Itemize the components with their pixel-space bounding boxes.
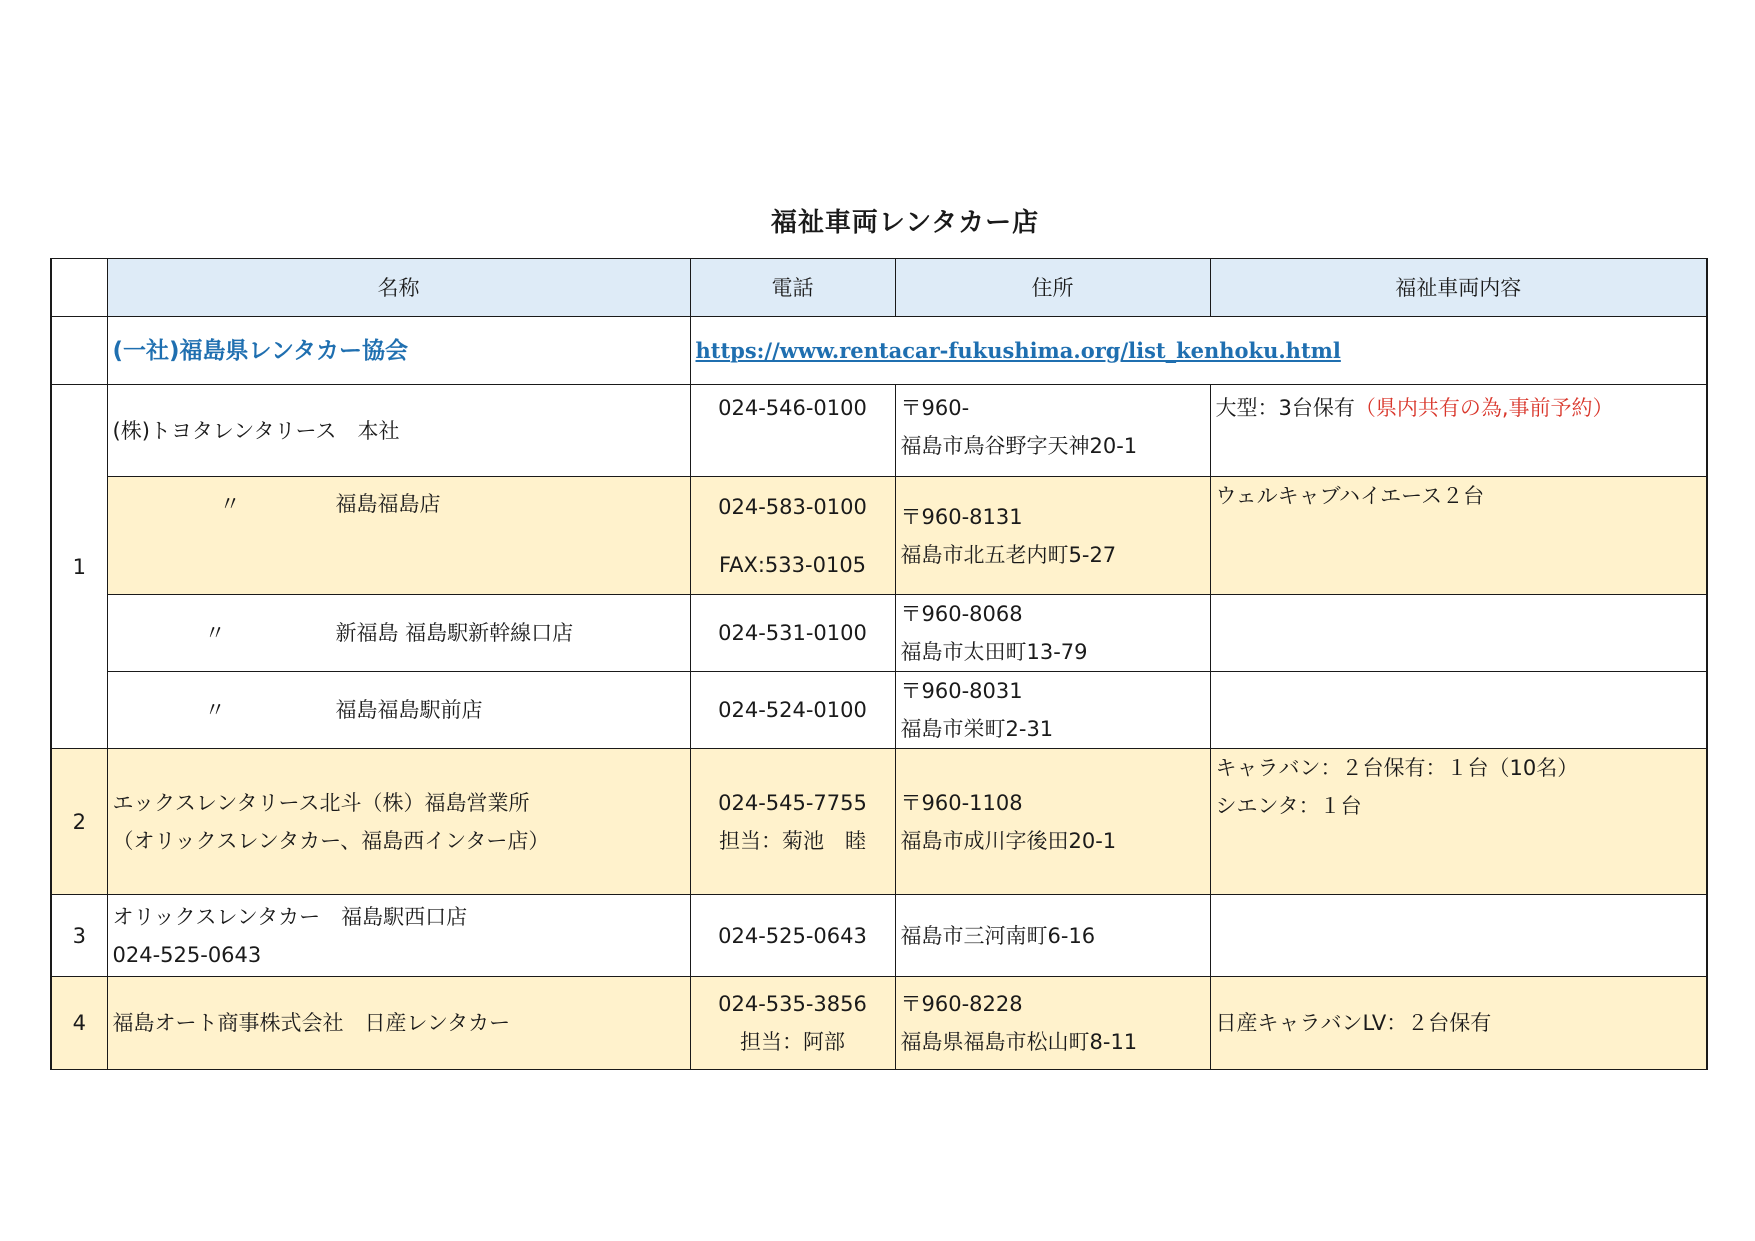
shop-name: 福島オート商事株式会社 日産レンタカー [107, 977, 690, 1070]
row-number: 2 [51, 749, 107, 895]
shop-address: 福島市三河南町6-16 [895, 895, 1210, 977]
vehicle-content: キャラバン：２台保有：１台（10名） シエンタ：１台 [1210, 749, 1707, 895]
shop-name: エックスレンタリース北斗（株）福島営業所 （オリックスレンタカー、福島西インター店） [107, 749, 690, 895]
table-row [51, 385, 1707, 477]
page-title: 福祉車両レンタカー店 [770, 208, 1040, 238]
vehicle-content [1210, 595, 1707, 672]
shop-address: 〒960-8228 福島県福島市松山町8-11 [895, 977, 1210, 1070]
rental-table [50, 258, 1708, 1070]
table-row [51, 595, 1707, 672]
row-number: 4 [51, 977, 107, 1070]
association-link[interactable]: https://www.rentacar-fukushima.org/list_kenhoku.html [695, 337, 1341, 363]
table-row [51, 895, 1707, 977]
shop-phone: 024-535-3856 担当：阿部 [690, 977, 895, 1070]
header-phone: 電話 [690, 259, 895, 317]
vehicle-content: ウェルキャブハイエース２台 [1210, 477, 1707, 595]
shop-name: 〃 福島福島店 [107, 477, 690, 595]
shop-address: 〒960- 福島市鳥谷野字天神20-1 [895, 385, 1210, 477]
vehicle-content: 大型：3台保有（県内共有の為,事前予約） [1210, 385, 1707, 477]
header-row [51, 259, 1707, 317]
row-number: 3 [51, 895, 107, 977]
shop-name: 〃 新福島 福島駅新幹線口店 [107, 595, 690, 672]
shop-name: オリックスレンタカー 福島駅西口店 024-525-0643 [107, 895, 690, 977]
table-row [51, 672, 1707, 749]
shop-phone: 024-525-0643 [690, 895, 895, 977]
table-row [51, 977, 1707, 1070]
shop-phone: 024-524-0100 [690, 672, 895, 749]
header-no [51, 259, 107, 317]
shop-name: 〃 福島福島駅前店 [107, 672, 690, 749]
vehicle-content [1210, 895, 1707, 977]
header-address: 住所 [895, 259, 1210, 317]
vehicle-content [1210, 672, 1707, 749]
shop-phone: 024-583-0100 FAX:533-0105 [690, 477, 895, 595]
header-name: 名称 [107, 259, 690, 317]
shop-phone: 024-546-0100 [690, 385, 895, 477]
shop-address: 〒960-1108 福島市成川字後田20-1 [895, 749, 1210, 895]
header-content: 福祉車両内容 [1210, 259, 1707, 317]
row-number: 1 [51, 385, 107, 749]
table-row [51, 749, 1707, 895]
vehicle-content: 日産キャラバンLV：２台保有 [1210, 977, 1707, 1070]
reservation-note: （県内共有の為,事前予約） [1354, 396, 1614, 420]
shop-phone: 024-531-0100 [690, 595, 895, 672]
shop-address: 〒960-8068 福島市太田町13-79 [895, 595, 1210, 672]
association-name: (一社)福島県レンタカー協会 [107, 317, 690, 385]
shop-address: 〒960-8131 福島市北五老内町5-27 [895, 477, 1210, 595]
shop-address: 〒960-8031 福島市栄町2-31 [895, 672, 1210, 749]
association-row [51, 317, 1707, 385]
shop-phone: 024-545-7755 担当：菊池 睦 [690, 749, 895, 895]
table-row [51, 477, 1707, 595]
shop-name: (株)トヨタレンタリース 本社 [107, 385, 690, 477]
